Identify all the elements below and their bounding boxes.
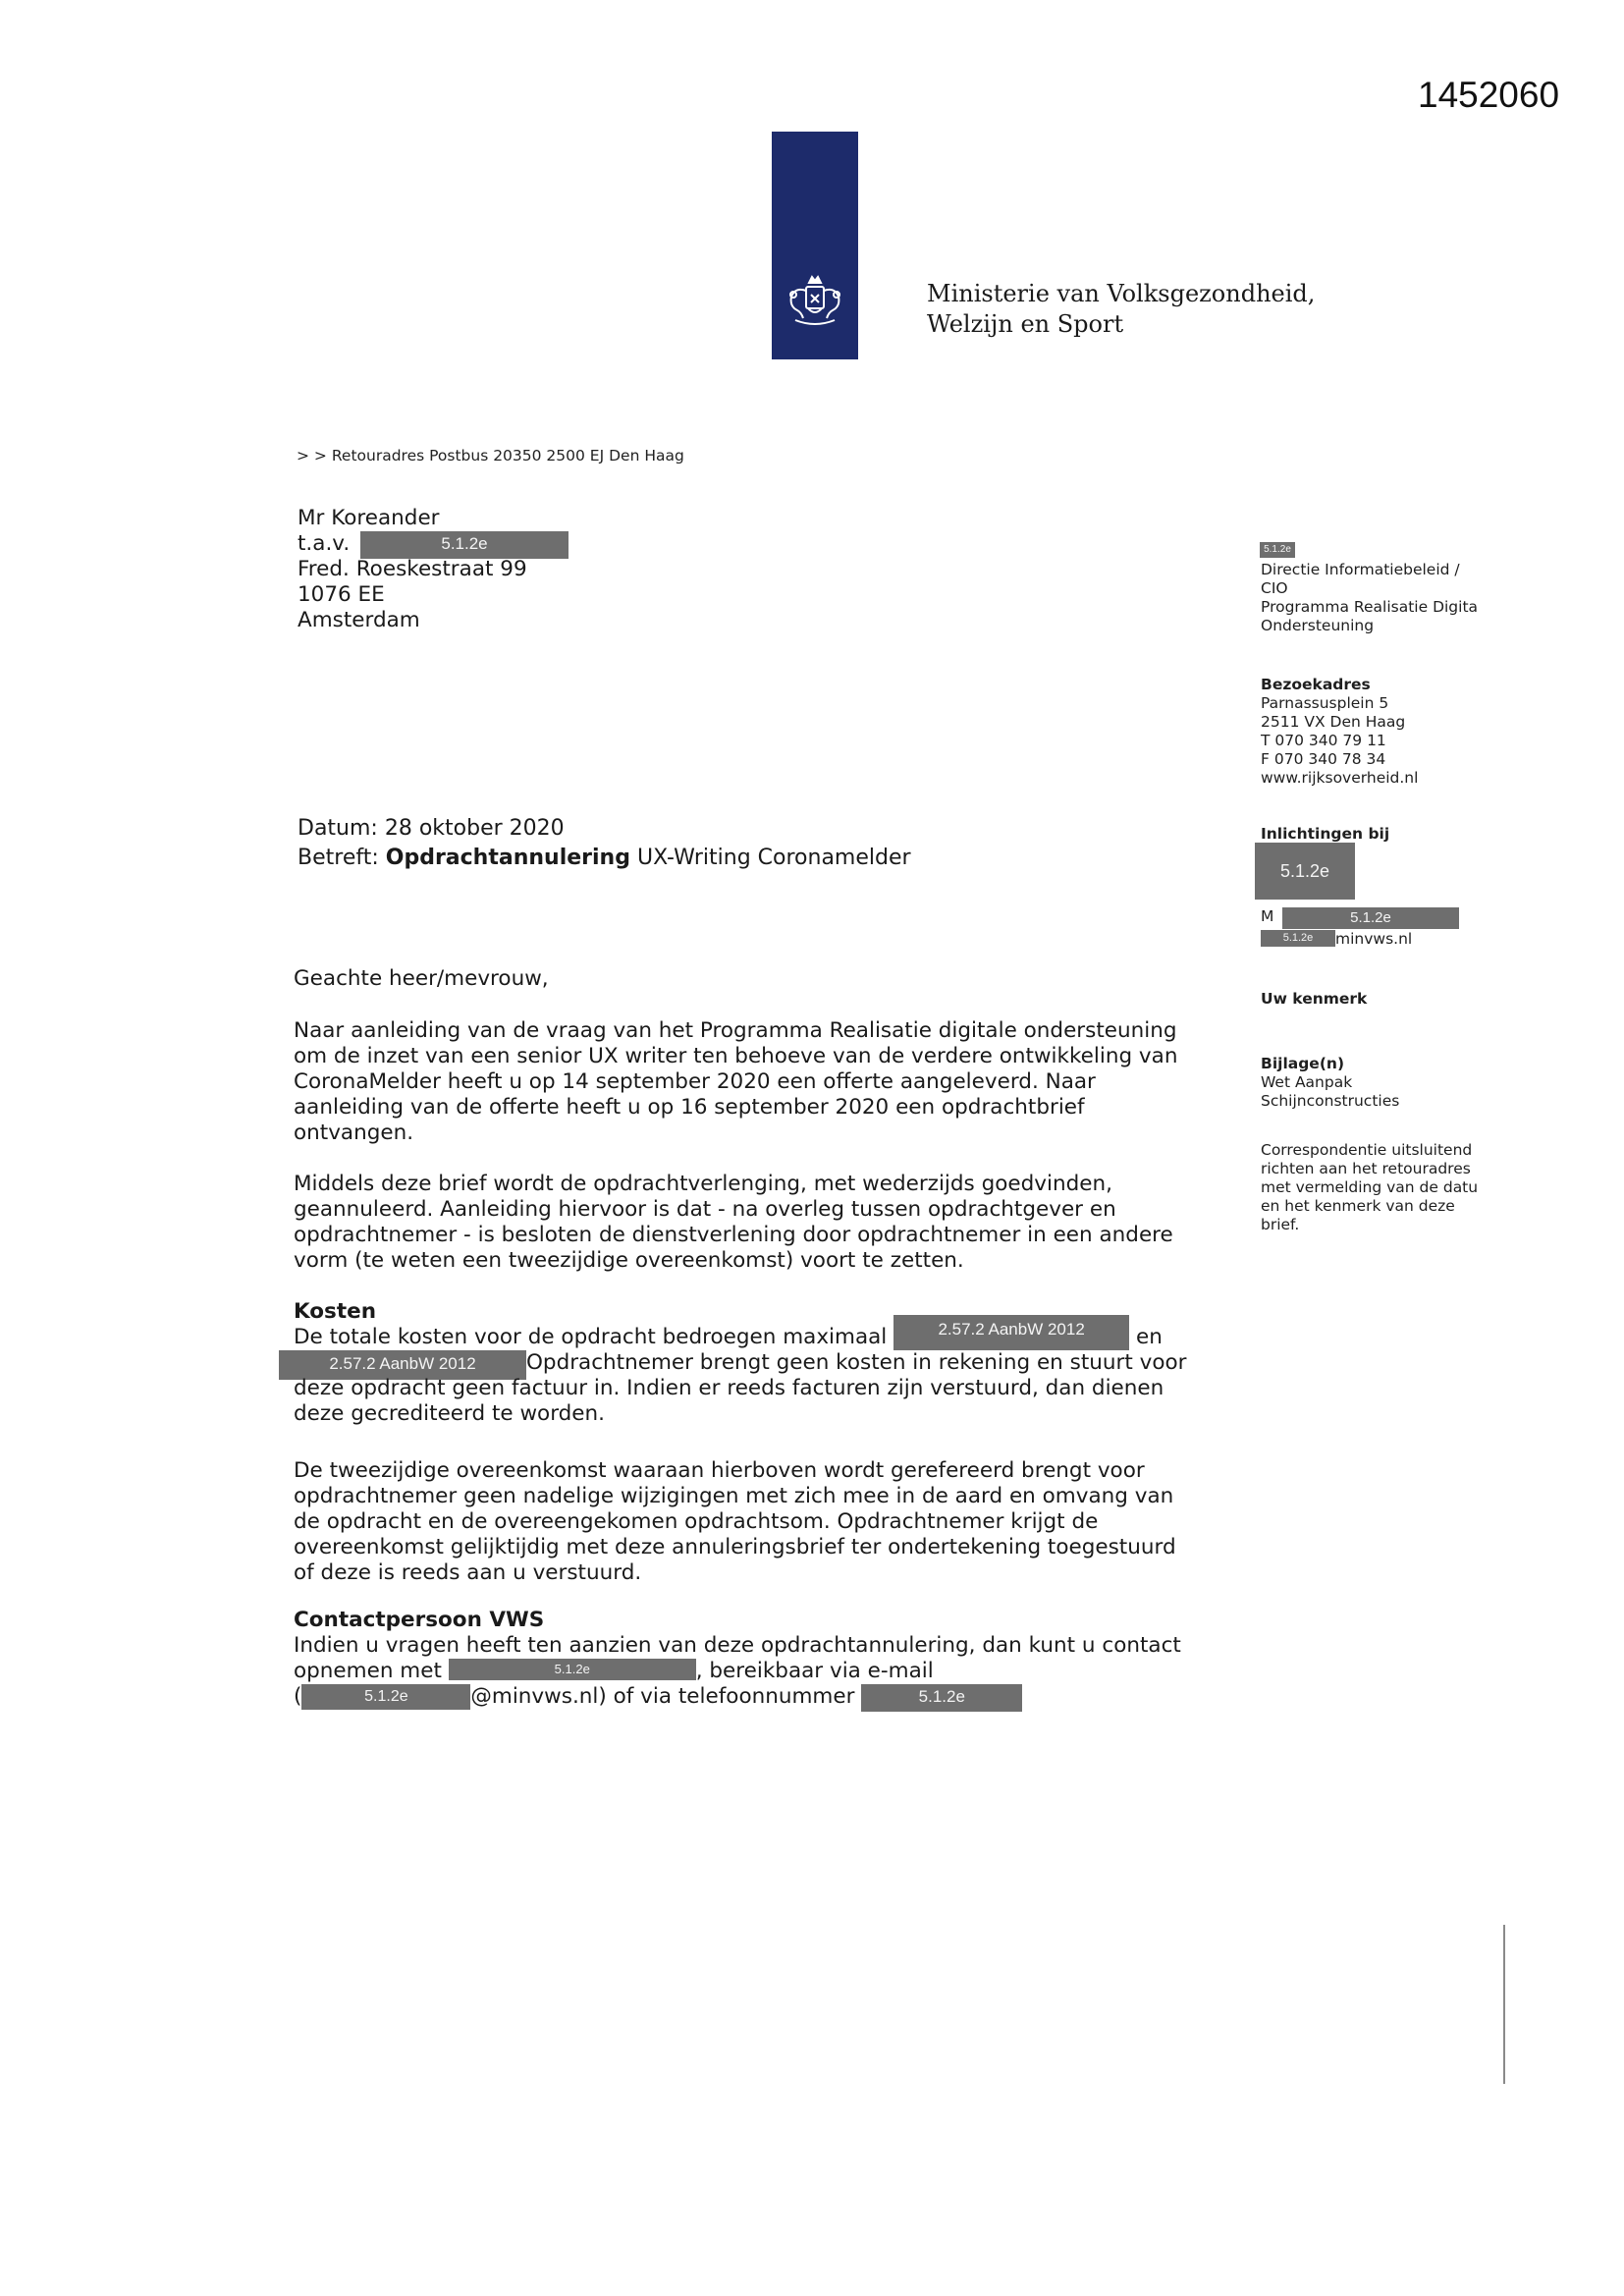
return-address: > > Retouradres Postbus 20350 2500 EJ Den Haag xyxy=(297,447,684,465)
recipient-postcode: 1076 EE xyxy=(298,582,385,607)
coat-of-arms-icon xyxy=(780,269,850,340)
paragraph-line: of deze is reeds aan u verstuurd. xyxy=(294,1560,642,1585)
paragraph-2 xyxy=(294,1172,1217,1274)
paragraph-line: Naar aanleiding van de vraag van het Programma Realisatie digitale ondersteuning xyxy=(294,1018,1177,1043)
redaction-box: 5.1.2e xyxy=(360,531,568,559)
note-line: en het kenmerk van deze xyxy=(1261,1197,1455,1215)
tav-label: t.a.v. xyxy=(298,531,351,556)
redaction-box: 2.57.2 AanbW 2012 xyxy=(279,1350,526,1380)
costs-heading: Kosten xyxy=(294,1299,377,1324)
redaction-box: 5.1.2e xyxy=(449,1659,696,1680)
scan-edge-line xyxy=(1503,1925,1505,2084)
date-label: Datum: xyxy=(298,816,378,841)
costs-line: deze opdracht geen factuur in. Indien er reeds facturen zijn verstuurd, dan dienen xyxy=(294,1376,1164,1400)
subject-line xyxy=(298,844,911,873)
redaction-box: 5.1.2e xyxy=(861,1684,1022,1712)
redaction-box: 5.1.2e xyxy=(1255,843,1355,900)
paragraph-line: overeenkomst gelijktijdig met deze annuleringsbrief ter ondertekening toegestuurd xyxy=(294,1535,1176,1559)
salutation-text: Geachte heer/mevrouw, xyxy=(294,966,549,991)
department-line: Directie Informatiebeleid / xyxy=(1261,561,1460,578)
attachment-line: Schijnconstructies xyxy=(1261,1092,1400,1110)
paragraph-line: opdrachtnemer - is besloten de dienstverlening door opdrachtnemer in een andere xyxy=(294,1223,1173,1247)
paragraph-line: vorm (te weten een tweezijdige overeenkomst) voort te zetten. xyxy=(294,1248,964,1273)
redaction-box: 5.1.2e xyxy=(1282,907,1459,929)
costs-text: De totale kosten voor de opdracht bedroegen maximaal xyxy=(294,1325,888,1349)
paragraph-line: aanleiding van de offerte heeft u op 16 september 2020 een opdrachtbrief xyxy=(294,1095,1085,1120)
attachment-line: Wet Aanpak xyxy=(1261,1073,1353,1091)
paragraph-line: om de inzet van een senior UX writer ten behoeve van de verdere ontwikkeling van xyxy=(294,1044,1178,1068)
subject-rest: UX-Writing Coronamelder xyxy=(636,846,911,870)
paragraph-line: opdrachtnemer geen nadelige wijzigingen met zich mee in de aard en omvang van xyxy=(294,1484,1174,1508)
visit-line: Parnassusplein 5 xyxy=(1261,694,1389,712)
visit-address-heading: Bezoekadres xyxy=(1261,676,1371,693)
sender-department xyxy=(1261,561,1478,635)
recipient-name: Mr Koreander xyxy=(298,506,440,530)
mobile-label: M xyxy=(1261,907,1274,925)
department-line: Ondersteuning xyxy=(1261,617,1375,634)
note-line: met vermelding van de datu xyxy=(1261,1178,1479,1196)
note-line: brief. xyxy=(1261,1216,1300,1233)
paragraph-line: De tweezijdige overeenkomst waaraan hierboven wordt gerefereerd brengt voor xyxy=(294,1458,1145,1483)
costs-section xyxy=(294,1299,1217,1427)
recipient-address xyxy=(298,506,568,633)
reference-heading: Uw kenmerk xyxy=(1261,990,1368,1008)
contact-heading: Contactpersoon VWS xyxy=(294,1608,545,1632)
visit-line: 2511 VX Den Haag xyxy=(1261,713,1406,731)
paragraph-line: de opdracht en de overeengekomen opdrachtsom. Opdrachtnemer krijgt de xyxy=(294,1509,1099,1534)
rijksoverheid-logo xyxy=(772,132,858,359)
contact-mobile xyxy=(1261,907,1273,926)
costs-line xyxy=(294,1320,1217,1350)
attachments-block xyxy=(1261,1055,1399,1111)
contact-line xyxy=(294,1659,1217,1684)
note-line: richten aan het retouradres xyxy=(1261,1160,1471,1177)
date-value: 28 oktober 2020 xyxy=(384,816,565,841)
date-line xyxy=(298,814,911,844)
subject-label: Betreft: xyxy=(298,846,379,870)
attachments-heading: Bijlage(n) xyxy=(1261,1055,1345,1072)
document-number: 1452060 xyxy=(1418,75,1560,115)
visit-line: F 070 340 78 34 xyxy=(1261,750,1386,768)
paragraph-line: Middels deze brief wordt de opdrachtverlenging, met wederzijds goedvinden, xyxy=(294,1172,1112,1196)
subject-bold: Opdrachtannulering xyxy=(385,846,630,870)
recipient-city: Amsterdam xyxy=(298,608,420,632)
contact-text: @minvws.nl) of via telefoonnummer xyxy=(470,1684,855,1709)
department-line: CIO xyxy=(1261,579,1288,597)
contact-text: , bereikbaar via e-mail xyxy=(695,1659,934,1683)
salutation xyxy=(294,966,1217,992)
contact-line: Indien u vragen heeft ten aanzien van deze opdrachtannulering, dan kunt u contact xyxy=(294,1633,1181,1658)
recipient-street: Fred. Roeskestraat 99 xyxy=(298,557,527,581)
contact-line xyxy=(294,1684,1217,1710)
note-line: Correspondentie uitsluitend xyxy=(1261,1141,1473,1159)
letter-meta xyxy=(298,814,911,873)
info-block xyxy=(1261,825,1389,844)
ministry-line-2: Welzijn en Sport xyxy=(927,310,1124,338)
redaction-box: 5.1.2e xyxy=(301,1684,470,1710)
paragraph-line: CoronaMelder heeft u op 14 september 2020 een offerte aangeleverd. Naar xyxy=(294,1069,1096,1094)
website-link[interactable]: www.rijksoverheid.nl xyxy=(1261,769,1419,787)
redaction-box: 5.1.2e xyxy=(1261,930,1335,947)
contact-text: opnemen met xyxy=(294,1659,442,1683)
correspondence-note xyxy=(1261,1141,1478,1234)
costs-text: en xyxy=(1135,1325,1163,1349)
costs-line xyxy=(279,1350,1217,1376)
department-line: Programma Realisatie Digita xyxy=(1261,598,1479,616)
costs-line: deze gecrediteerd te worden. xyxy=(294,1401,605,1426)
paragraph-4 xyxy=(294,1458,1217,1586)
info-heading: Inlichtingen bij xyxy=(1261,825,1390,843)
paragraph-line: ontvangen. xyxy=(294,1121,414,1145)
costs-text: Opdrachtnemer brengt geen kosten in rekening en stuurt voor xyxy=(526,1350,1187,1375)
ministry-line-1: Ministerie van Volksgezondheid, xyxy=(927,280,1316,307)
contact-section xyxy=(294,1608,1217,1710)
contact-email xyxy=(1261,930,1412,949)
ministry-name xyxy=(927,279,1315,340)
reference-block xyxy=(1261,990,1367,1009)
redaction-box: 2.57.2 AanbW 2012 xyxy=(893,1315,1129,1350)
visit-line: T 070 340 79 11 xyxy=(1261,732,1386,749)
recipient-tav xyxy=(298,531,568,557)
paragraph-line: geannuleerd. Aanleiding hiervoor is dat - na overleg tussen opdrachtgever en xyxy=(294,1197,1116,1222)
email-suffix: minvws.nl xyxy=(1335,930,1413,948)
contact-text: ( xyxy=(294,1684,302,1709)
visit-address xyxy=(1261,676,1418,788)
paragraph-1 xyxy=(294,1018,1217,1146)
redaction-box: 5.1.2e xyxy=(1260,542,1295,558)
